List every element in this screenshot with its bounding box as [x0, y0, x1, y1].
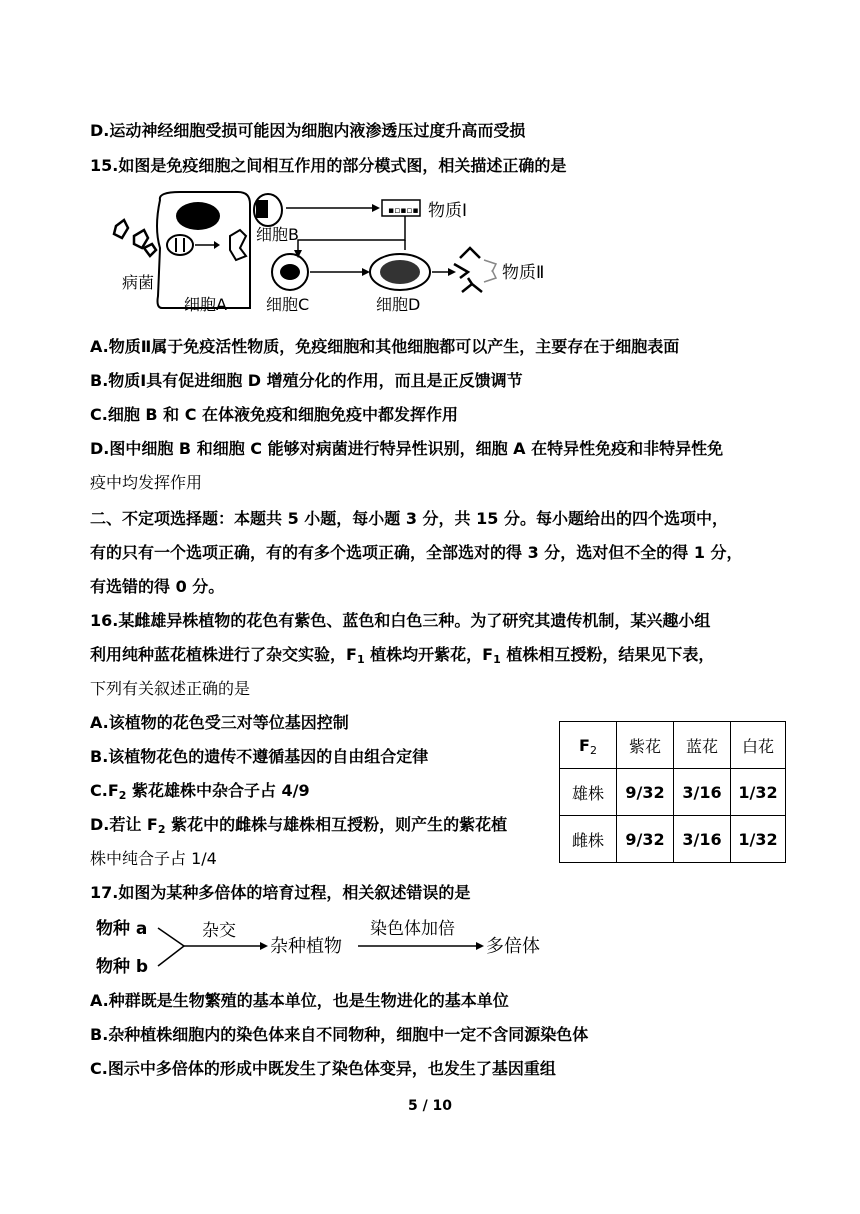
table-header-row [560, 722, 786, 769]
label-species-a: 物种 a [96, 919, 148, 939]
section2-text-3: 有选错的得 0 分。 [90, 577, 225, 596]
label-cell-b: 细胞B [256, 225, 299, 244]
q16-sub-2: 1 [493, 653, 501, 666]
q16-option-d-line1 [90, 814, 507, 836]
table-header-purple: 紫花 [617, 722, 674, 769]
table-row [560, 769, 786, 816]
q16-option-a-text: A.该植物的花色受三对等位基因控制 [90, 713, 349, 732]
q15-option-d-text-2: 疫中均发挥作用 [90, 473, 203, 492]
q16-option-d-sub: 2 [157, 823, 166, 836]
q16-option-d-line2 [90, 848, 217, 870]
section2-line2 [90, 542, 743, 564]
f2-result-table [559, 721, 786, 863]
q16-option-d-text-2: 株中纯合子占 1/4 [90, 849, 217, 868]
q15-option-a-text: A.物质Ⅱ属于免疫活性物质，免疫细胞和其他细胞都可以产生，主要存在于细胞表面 [90, 337, 680, 356]
q16-sub-1: 1 [356, 653, 365, 666]
q15-option-a [90, 336, 679, 358]
label-substance-1: 物质Ⅰ [428, 201, 468, 221]
q15-option-b [90, 370, 523, 392]
q16-option-d-pre: D.若让 F [90, 815, 158, 834]
antibody-icon-1 [460, 248, 480, 258]
q17-stem [90, 882, 470, 904]
q15-option-c-text: C.细胞 B 和 C 在体液免疫和细胞免疫中都发挥作用 [90, 405, 459, 424]
label-cell-d: 细胞D [376, 295, 421, 314]
q17-option-c [90, 1058, 556, 1080]
q16-stem-line3 [90, 678, 250, 700]
label-cell-c: 细胞C [266, 295, 310, 314]
q16-stem-text-2c: 植株相互授粉，结果见下表， [500, 645, 715, 664]
q16-stem-text-1: 16.某雌雄异株植物的花色有紫色、蓝色和白色三种。为了研究其遗传机制，某兴趣小组 [90, 611, 711, 630]
q17-option-a [90, 990, 509, 1012]
table-row-label-male: 雄株 [560, 769, 617, 816]
q16-stem-text-3: 下列有关叙述正确的是 [90, 679, 251, 698]
table-cell: 3/16 [674, 769, 731, 816]
table-header-f2-sub: 2 [589, 743, 597, 757]
antibody-icon-2 [462, 278, 482, 292]
q17-option-a-text: A.种群既是生物繁殖的基本单位，也是生物进化的基本单位 [90, 991, 509, 1010]
table-row-label-female: 雌株 [560, 816, 617, 863]
q16-option-c-post: 紫花雄株中杂合子占 4/9 [126, 781, 310, 800]
q15-option-b-text: B.物质Ⅰ具有促进细胞 D 增殖分化的作用，而且是正反馈调节 [90, 371, 523, 390]
label-hybrid: 杂种植物 [270, 936, 342, 957]
engulfed-pathogen-icon [167, 235, 193, 255]
label-cell-a: 细胞A [184, 295, 227, 314]
antigen-fragment-icon [230, 230, 246, 260]
table-header-f2-main: F [579, 735, 590, 755]
label-cross: 杂交 [202, 921, 236, 941]
section2-text-2: 有的只有一个选项正确，有的有多个选项正确，全部选对的得 3 分，选对但不全的得 1 分， [90, 543, 743, 562]
q16-option-c [90, 780, 310, 802]
q15-stem [90, 155, 566, 177]
svg-text:▪▫▪▫▪: ▪▫▪▫▪ [388, 206, 419, 216]
q16-option-c-pre: C.F [90, 781, 119, 800]
q15-option-d-line2 [90, 472, 202, 494]
polyploid-breeding-diagram [92, 910, 572, 980]
table-cell: 9/32 [617, 769, 674, 816]
q16-stem-line1 [90, 610, 710, 632]
pathogen-icon-1 [114, 220, 128, 238]
q16-option-d-post: 紫花中的雌株与雄株相互授粉，则产生的紫花植 [165, 815, 508, 834]
page-number: 5 / 10 [407, 1098, 453, 1114]
q16-option-b-text: B.该植物花色的遗传不遵循基因的自由组合定律 [90, 747, 429, 766]
table-header-white: 白花 [731, 722, 786, 769]
q15-option-c [90, 404, 458, 426]
table-cell: 1/32 [731, 769, 786, 816]
q16-stem-text-2b: 植株均开紫花，F [364, 645, 494, 664]
q14-option-d-text: D.运动神经细胞受损可能因为细胞内液渗透压过度升高而受损 [90, 121, 526, 140]
q17-option-b [90, 1024, 588, 1046]
label-species-b: 物种 b [96, 957, 149, 977]
section2-text-1: 二、不定项选择题：本题共 5 小题，每小题 3 分，共 15 分。每小题给出的四个选项中， [90, 509, 728, 528]
table-header-f2 [560, 722, 617, 769]
q16-stem-text-2a: 利用纯种蓝花植株进行了杂交实验，F [90, 645, 357, 664]
section2-line3 [90, 576, 224, 598]
pathogen-icon-2 [134, 230, 148, 248]
q16-option-c-sub: 2 [118, 789, 127, 802]
table-cell: 3/16 [674, 816, 731, 863]
label-doubling: 染色体加倍 [370, 919, 455, 939]
cell-a-nucleus [176, 202, 220, 230]
table-cell: 9/32 [617, 816, 674, 863]
q16-stem-line2 [90, 644, 714, 666]
q15-option-d-line1 [90, 438, 723, 460]
q15-stem-text: 15.如图是免疫细胞之间相互作用的部分模式图，相关描述正确的是 [90, 156, 567, 175]
table-header-blue: 蓝花 [674, 722, 731, 769]
immune-cell-diagram [110, 188, 580, 318]
table-row [560, 816, 786, 863]
q15-option-d-text-1: D.图中细胞 B 和细胞 C 能够对病菌进行特异性识别，细胞 A 在特异性免疫和非特异性免 [90, 439, 724, 458]
label-pathogen: 病菌 [122, 273, 155, 292]
q17-stem-text: 17.如图为某种多倍体的培育过程，相关叙述错误的是 [90, 883, 471, 902]
table-cell: 1/32 [731, 816, 786, 863]
q16-option-b [90, 746, 428, 768]
q14-option-d [90, 120, 525, 142]
label-polyploid: 多倍体 [486, 936, 540, 957]
q16-option-a [90, 712, 349, 734]
label-substance-2: 物质Ⅱ [502, 263, 545, 283]
q17-option-b-text: B.杂种植株细胞内的染色体来自不同物种，细胞中一定不含同源染色体 [90, 1025, 589, 1044]
q17-option-c-text: C.图示中多倍体的形成中既发生了染色体变异，也发生了基因重组 [90, 1059, 556, 1078]
section2-line1 [90, 508, 728, 530]
